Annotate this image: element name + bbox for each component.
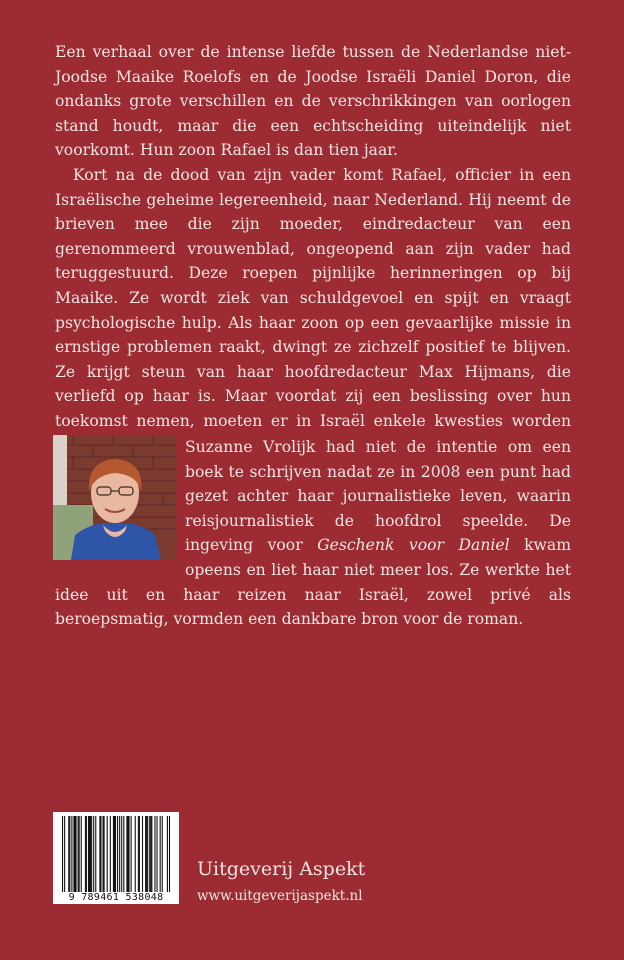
barcode-bar <box>142 816 143 892</box>
barcode-bar <box>85 816 86 892</box>
barcode-bar <box>117 816 118 892</box>
barcode-bar <box>78 816 79 892</box>
barcode-bar <box>149 816 150 892</box>
barcode-bar <box>115 816 116 892</box>
bio-text-start: Suzanne Vrolijk had niet de intentie om een boek te schrijven nadat ze in 2008 een punt had gezet achter haar journalistieke leven, waarin reisjournalistiek de hoofdrol speelde. De ingeving voor <box>185 438 571 555</box>
barcode-bar <box>162 816 163 892</box>
isbn-digits: 9 789461 538048 <box>68 892 164 903</box>
barcode-bar <box>121 816 122 892</box>
barcode-bar <box>113 816 114 892</box>
barcode-bar <box>107 816 108 892</box>
publisher-name: Uitgeverij Aspekt <box>197 858 366 880</box>
barcode-bar <box>93 816 94 892</box>
back-cover-blurb <box>55 40 571 458</box>
barcode-bar <box>157 816 158 892</box>
barcode-bar <box>81 816 82 892</box>
book-title: Geschenk voor Daniel <box>317 536 510 555</box>
barcode-bar <box>119 816 120 892</box>
barcode-bar <box>86 816 87 892</box>
barcode-bar <box>95 816 96 892</box>
barcode-bar <box>62 816 63 892</box>
barcode-bar <box>147 816 148 892</box>
blurb-paragraph-2: Kort na de dood van zijn vader komt Rafael, officier in een Israëlische geheime legereenheid, naar Nederland. Hij neemt de brieven mee die zijn moeder, eindredacteur van een gerenommeerd vrouwenblad, ongeopend aan zijn vader had teruggestuurd. Deze roepen pijnlijke herinneringen op bij Maaike. Ze wordt ziek van schuldgevoel en spijt en vraagt psychologische hulp. Als haar zoon op een gevaarlijke missie in ernstige problemen raakt, dwingt ze zichzelf positief te blijven. Ze krijgt steun van haar hoofdredacteur Max Hijmans, die verliefd op haar is. Maar voordat zij een beslissing over hun toekomst nemen, moeten er in Israël enkele kwesties worden <box>55 165 571 430</box>
barcode-bar <box>73 816 74 892</box>
barcode-bar <box>64 816 65 892</box>
barcode-bar <box>89 816 90 892</box>
barcode-bar <box>138 816 139 892</box>
barcode-bar <box>123 816 124 892</box>
barcode-bar <box>131 816 132 892</box>
barcode-bar <box>127 816 128 892</box>
barcode-bar <box>167 816 168 892</box>
barcode-bar <box>99 816 100 892</box>
barcode-bar <box>151 816 152 892</box>
author-bio <box>55 435 571 632</box>
barcode-bar <box>90 816 91 892</box>
barcode-bar <box>169 816 170 892</box>
barcode-bar <box>79 816 80 892</box>
barcode-bar <box>154 816 155 892</box>
barcode-bar <box>146 816 147 892</box>
isbn-barcode <box>53 812 179 904</box>
barcode-bar <box>110 816 111 892</box>
barcode-bar <box>91 816 92 892</box>
barcode-bar <box>139 816 140 892</box>
barcode-bar <box>160 816 161 892</box>
publisher-website: www.uitgeverijaspekt.nl <box>197 888 363 904</box>
bio-text-end: kwam opeens en liet haar niet meer los. Ze werkte het idee uit en haar reizen naar Israël, zowel privé als beroepsmatig, vormden een dankbare bron voor de roman. <box>55 536 571 629</box>
barcode-bars <box>53 816 179 894</box>
barcode-bar <box>71 816 72 892</box>
barcode-bar <box>88 816 89 892</box>
barcode-bar <box>135 816 136 892</box>
barcode-bar <box>104 816 105 892</box>
barcode-bar <box>150 816 151 892</box>
barcode-bar <box>103 816 104 892</box>
barcode-bar <box>69 816 70 892</box>
barcode-bar <box>128 816 129 892</box>
barcode-bar <box>68 816 69 892</box>
barcode-bar <box>145 816 146 892</box>
barcode-bar <box>114 816 115 892</box>
barcode-bar <box>76 816 77 892</box>
barcode-bar <box>100 816 101 892</box>
barcode-bar <box>126 816 127 892</box>
blurb-paragraph-1: Een verhaal over de intense liefde tussen de Nederlandse niet-Joodse Maaike Roelofs en de Joodse Israëli Daniel Doron, die ondanks grote verschillen en de verschrikkingen van oorlogen stand houdt, maar die een echtscheiding uiteindelijk niet voorkomt. Hun zoon Rafael is dan tien jaar. <box>55 43 571 160</box>
barcode-bar <box>74 816 75 892</box>
